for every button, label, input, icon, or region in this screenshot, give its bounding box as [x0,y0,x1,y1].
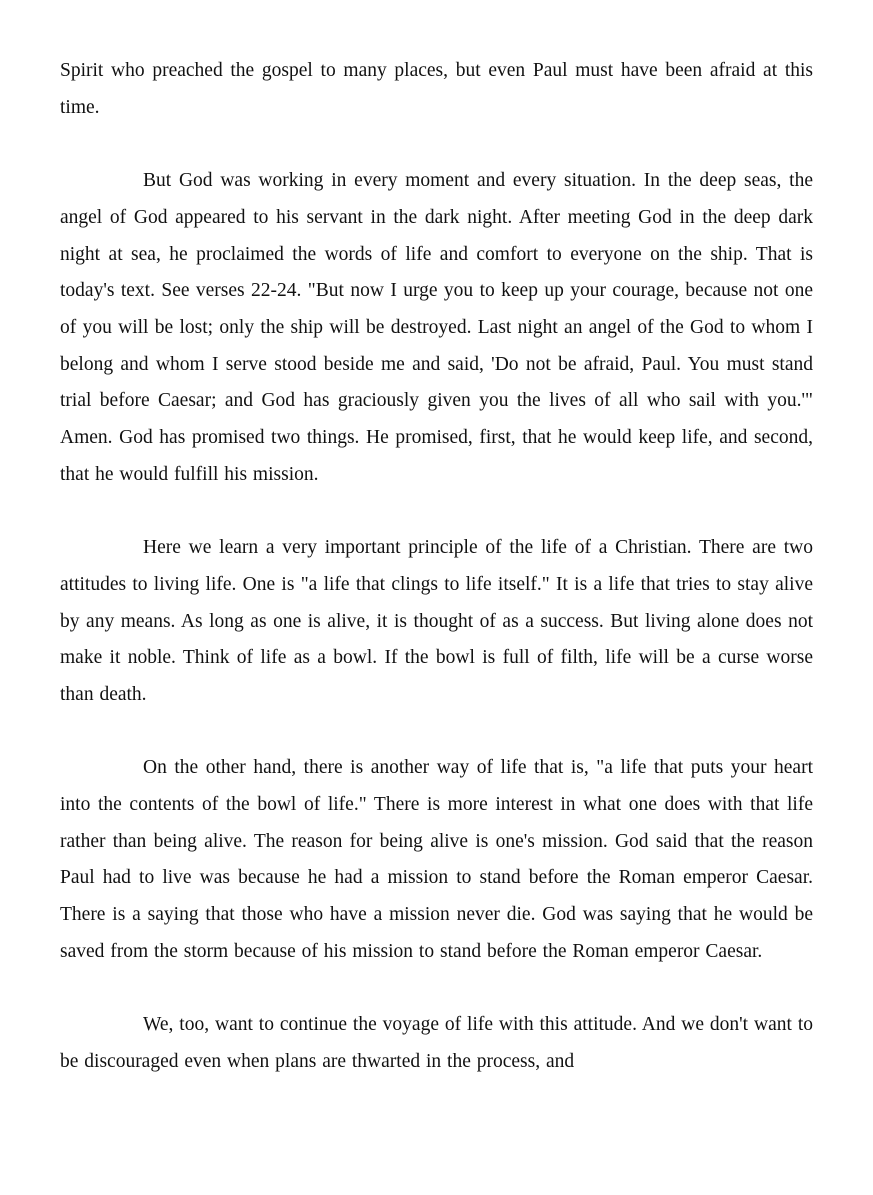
paragraph-continuation: Spirit who preached the gospel to many places, but even Paul must have been afraid at this time. [60,60,813,118]
paragraph-god-working: But God was working in every moment and every situation. In the deep seas, the angel of God appeared to his servant in the dark night. After meeting God in the deep dark night at sea, he proclaimed the words of life and comfort to everyone on the ship. That is today's text. See verses 22-24. "But now I urge you to keep up your courage, because not one of you will be lost; only the ship will be destroyed. Last night an angel of the God to whom I belong and whom I serve stood beside me and said, 'Do not be afraid, Paul. You must stand trial before Caesar; and God has graciously given you the lives of all who sail with you.'" Amen. God has promised two things. He promised, first, that he would keep life, and second, that he would fulfill his mission. [60,170,813,485]
paragraph-voyage: We, too, want to continue the voyage of life with this attitude. And we don't want to be discouraged even when plans are thwarted in the process, and [60,1014,813,1072]
paragraph-mission: On the other hand, there is another way of life that is, "a life that puts your heart into the contents of the bowl of life." There is more interest in what one does with that life rather than being alive. The reason for being alive is one's mission. God said that the reason Paul had to live was because he had a mission to stand before the Roman emperor Caesar. There is a saying that those who have a mission never die. God was saying that he would be saved from the storm because of his mission to stand before the Roman emperor Caesar. [60,757,813,962]
paragraph-two-attitudes: Here we learn a very important principle of the life of a Christian. There are two attitudes to living life. One is "a life that clings to life itself." It is a life that tries to stay alive by any means. As long as one is alive, it is thought of as a success. But living alone does not make it noble. Think of life as a bowl. If the bowl is full of filth, life will be a curse worse than death. [60,537,813,705]
document-page [60,53,813,1081]
